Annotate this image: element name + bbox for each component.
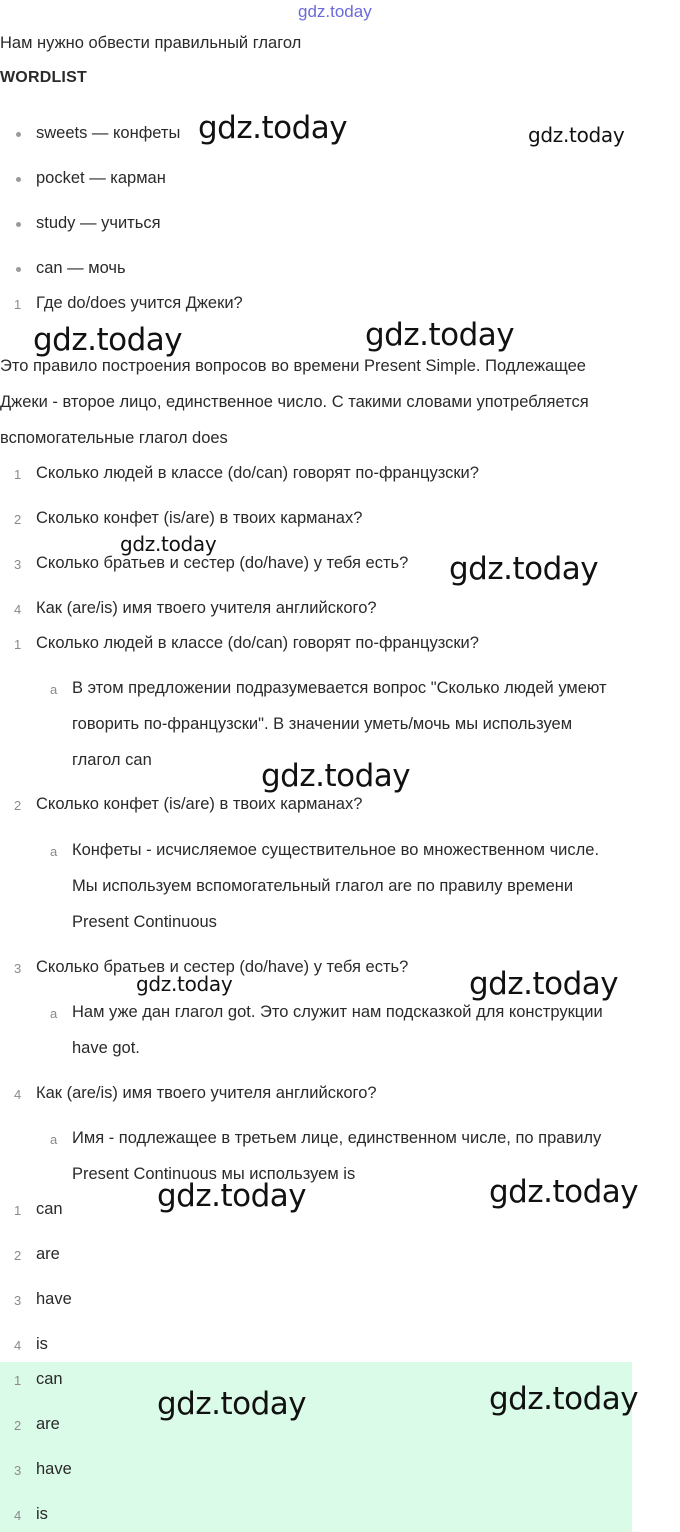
explanation-line: В этом предложении подразумевается вопрос "Сколько людей умеют: [72, 679, 607, 697]
answer-number: 4: [14, 1338, 22, 1353]
answer-number: 1: [14, 1203, 22, 1218]
question-number: 4: [14, 602, 22, 617]
question-text: Сколько людей в классе (do/can) говорят по-французски?: [36, 464, 479, 482]
watermark: gdz.today: [528, 123, 625, 147]
wordlist-item: sweets — конфеты: [36, 124, 181, 142]
question-number: 3: [14, 557, 22, 572]
answer-number: 3: [14, 1463, 22, 1478]
answer-text: are: [36, 1415, 60, 1433]
explanation-line: глагол can: [72, 751, 152, 769]
answer-text: are: [36, 1245, 60, 1263]
sub-letter: a: [50, 1132, 58, 1147]
answer-text: can: [36, 1200, 63, 1218]
question-number: 1: [14, 637, 22, 652]
bullet-icon: [16, 267, 21, 272]
bullet-icon: [16, 177, 21, 182]
watermark: gdz.today: [449, 551, 599, 587]
watermark: gdz.today: [365, 317, 515, 353]
explanation-line: вспомогательные глагол does: [0, 429, 228, 447]
watermark: gdz.today: [198, 110, 348, 146]
watermark: gdz.today: [469, 966, 619, 1002]
question-number: 2: [14, 512, 22, 527]
explanation-line: Нам уже дан глагол got. Это служит нам подсказкой для конструкции: [72, 1003, 603, 1021]
answer-number: 1: [14, 1373, 22, 1388]
question-text: Как (are/is) имя твоего учителя английского?: [36, 599, 377, 617]
sub-letter: a: [50, 1006, 58, 1021]
watermark: gdz.today: [33, 322, 183, 358]
wordlist-heading: WORDLIST: [0, 69, 87, 86]
question-text: Сколько конфет (is/are) в твоих карманах?: [36, 509, 363, 527]
question-text: Сколько людей в классе (do/can) говорят по-французски?: [36, 634, 479, 652]
wordlist-item: can — мочь: [36, 259, 126, 277]
question-text: Сколько конфет (is/are) в твоих карманах?: [36, 795, 363, 813]
question-text: Как (are/is) имя твоего учителя английского?: [36, 1084, 377, 1102]
explanation-line: Present Continuous мы используем is: [72, 1165, 356, 1183]
answer-number: 2: [14, 1248, 22, 1263]
answer-text: is: [36, 1505, 48, 1523]
question-number: 4: [14, 1087, 22, 1102]
watermark: gdz.today: [157, 1178, 307, 1214]
question-number: 2: [14, 798, 22, 813]
intro-text: Нам нужно обвести правильный глагол: [0, 34, 302, 52]
explanation-line: Имя - подлежащее в третьем лице, единственном числе, по правилу: [72, 1129, 602, 1147]
watermark: gdz.today: [136, 972, 233, 996]
explanation-line: have got.: [72, 1039, 140, 1057]
watermark: gdz.today: [157, 1386, 307, 1422]
explanation-line: Present Continuous: [72, 913, 217, 931]
watermark: gdz.today: [489, 1381, 639, 1417]
question-number: 3: [14, 961, 22, 976]
question-text: Где do/does учится Джеки?: [36, 294, 243, 312]
answer-number: 4: [14, 1508, 22, 1523]
watermark: gdz.today: [489, 1174, 639, 1210]
sub-letter: a: [50, 844, 58, 859]
answer-number: 3: [14, 1293, 22, 1308]
answer-text: is: [36, 1335, 48, 1353]
explanation-line: Мы используем вспомогательный глагол are по правилу времени: [72, 877, 574, 895]
sub-letter: a: [50, 682, 58, 697]
bullet-icon: [16, 222, 21, 227]
bullet-icon: [16, 132, 21, 137]
wordlist-item: pocket — карман: [36, 169, 166, 187]
answer-text: can: [36, 1370, 63, 1388]
answer-number: 2: [14, 1418, 22, 1433]
explanation-line: Это правило построения вопросов во времени Present Simple. Подлежащее: [0, 357, 586, 375]
watermark: gdz.today: [120, 532, 217, 556]
question-text: Сколько братьев и сестер (do/have) у тебя есть?: [36, 554, 409, 572]
question-text: Сколько братьев и сестер (do/have) у тебя есть?: [36, 958, 409, 976]
question-number: 1: [14, 467, 22, 482]
question-number: 1: [14, 297, 22, 312]
top-watermark: gdz.today: [298, 2, 372, 21]
explanation-line: Джеки - второе лицо, единственное число. С такими словами употребляется: [0, 393, 589, 411]
answer-text: have: [36, 1460, 72, 1478]
wordlist-item: study — учиться: [36, 214, 161, 232]
explanation-line: говорить по-французски". В значении уметь/мочь мы используем: [72, 715, 573, 733]
answer-text: have: [36, 1290, 72, 1308]
watermark: gdz.today: [261, 758, 411, 794]
explanation-line: Конфеты - исчисляемое существительное во множественном числе.: [72, 841, 600, 859]
